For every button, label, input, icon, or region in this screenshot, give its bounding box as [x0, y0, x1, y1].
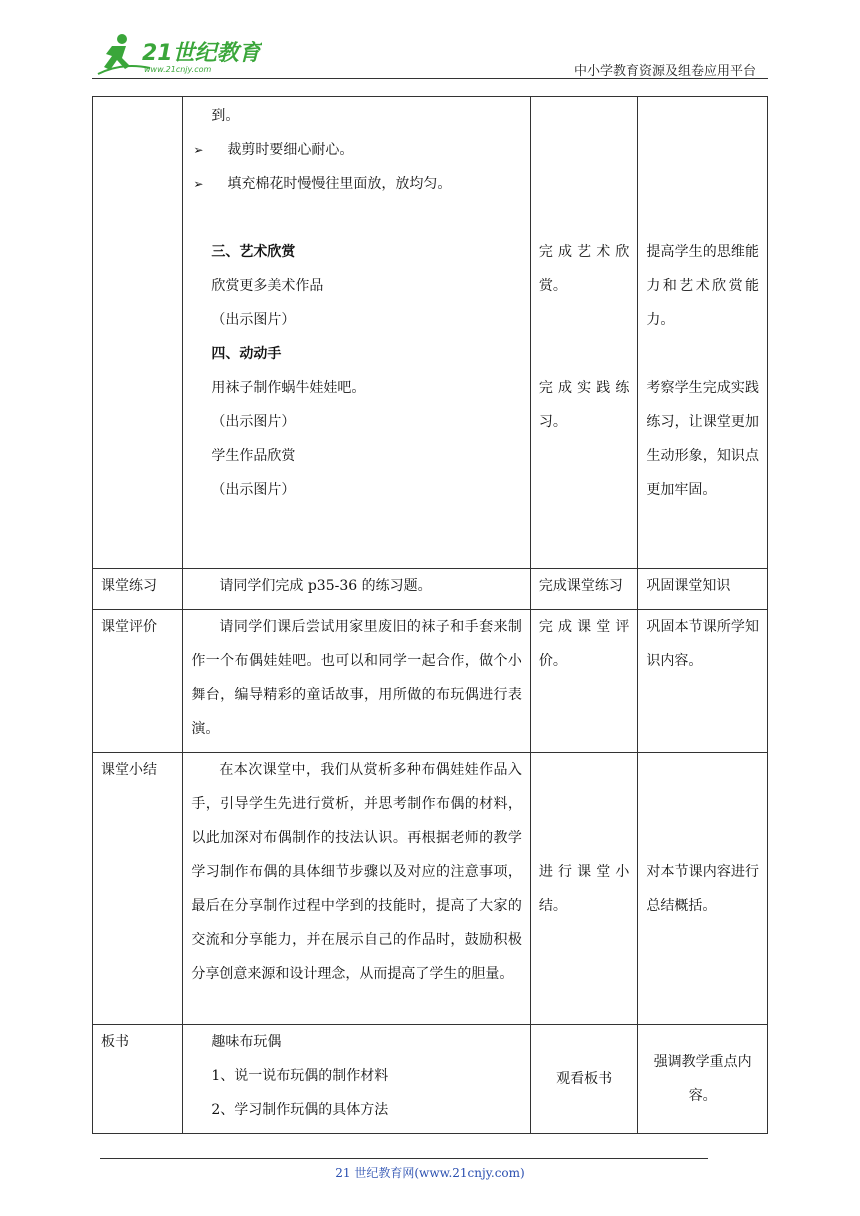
- design-intent-cell: [638, 97, 768, 569]
- content-line: 欣赏更多美术作品: [211, 278, 324, 294]
- content-line: 学生作品欣赏: [211, 448, 296, 464]
- table-row-continued: [93, 97, 768, 569]
- label-cell: [93, 753, 183, 1025]
- student-activity-cell: [530, 753, 637, 1025]
- student-activity-cell: [530, 97, 637, 569]
- table-row-board: [93, 1025, 768, 1134]
- section-title: 四、动动手: [211, 346, 282, 362]
- design-intent-text: 对本节课内容进行总结概括。: [646, 863, 759, 914]
- row-label: 课堂小结: [101, 762, 157, 778]
- bullet-text: 裁剪时要细心耐心。: [227, 142, 354, 158]
- content-line: 用袜子制作蜗牛娃娃吧。: [211, 380, 366, 396]
- table-row-practice: [93, 569, 768, 610]
- design-intent-cell: [638, 1025, 768, 1134]
- student-activity-text: 完成实践练习。: [538, 380, 630, 430]
- platform-name: 中小学教育资源及组卷应用平台: [573, 64, 756, 79]
- svg-text:www.21cnjy.com: www.21cnjy.com: [144, 65, 212, 74]
- label-cell: [93, 610, 183, 753]
- student-activity-cell: [530, 610, 637, 753]
- board-line: 1、说一说布玩偶的制作材料: [211, 1068, 389, 1084]
- content-line: （出示图片）: [211, 414, 296, 430]
- logo-graphic: [92, 32, 262, 76]
- student-activity-text: 观看板书: [556, 1071, 613, 1087]
- content-cell: [183, 569, 531, 610]
- design-intent-text: 强调教学重点内容。: [653, 1054, 752, 1104]
- content-text: 在本次课堂中，我们从赏析多种布偶娃娃作品入手，引导学生先进行赏析，并思考制作布偶的材料，以此加深对布偶制作的技法认识。再根据老师的教学学习制作布偶的具体细节步骤以及对应的注意事项，最后在分享制作过程中学到的技能时，提高了大家的交流和分享能力，并在展示自己的作品时，鼓励积极分享创意来源和设计理念，从而提高了学生的胆量。: [191, 762, 522, 982]
- student-activity-text: 完成课堂评价。: [538, 619, 630, 669]
- board-line: 2、学习制作玩偶的具体方法: [211, 1102, 389, 1118]
- table-row-evaluation: [93, 610, 768, 753]
- content-cell: [183, 1025, 531, 1134]
- svg-text:21世纪教育: 21世纪教育: [142, 41, 261, 66]
- lesson-table: [92, 96, 768, 1134]
- row-label: 课堂评价: [101, 619, 157, 635]
- bullet-text: 填充棉花时慢慢往里面放，放均匀。: [227, 176, 452, 192]
- section-title: 三、艺术欣赏: [211, 244, 296, 260]
- design-intent-text: 巩固课堂知识: [646, 578, 731, 594]
- content-cell: [183, 97, 531, 569]
- student-activity-cell: [530, 1025, 637, 1134]
- content-cell: [183, 610, 531, 753]
- design-intent-cell: [638, 753, 768, 1025]
- design-intent-cell: [638, 569, 768, 610]
- label-cell: [93, 1025, 183, 1134]
- arrow-bullet-icon: ➢: [193, 143, 204, 157]
- footer-divider: [100, 1158, 708, 1159]
- student-activity-text: 完成课堂练习: [538, 578, 623, 594]
- design-intent-cell: [638, 610, 768, 753]
- row-label: 板书: [101, 1034, 129, 1050]
- footer-text: 21 世纪教育网(www.21cnjy.com): [335, 1166, 525, 1180]
- content-line: 到。: [211, 108, 240, 124]
- bullet-item: [191, 167, 522, 201]
- board-line: 趣味布玩偶: [211, 1034, 282, 1050]
- design-intent-text: 巩固本节课所学知识内容。: [646, 619, 759, 669]
- row-label: 课堂练习: [101, 578, 157, 594]
- header-divider: [92, 78, 768, 79]
- content-line: （出示图片）: [211, 312, 296, 328]
- label-cell: [93, 97, 183, 569]
- student-activity-cell: [530, 569, 637, 610]
- logo: [92, 32, 262, 76]
- content-text: 请同学们完成 p35-36 的练习题。: [219, 578, 432, 594]
- content-cell: [183, 753, 531, 1025]
- student-activity-text: 进行课堂小结。: [538, 863, 630, 914]
- label-cell: [93, 569, 183, 610]
- page-header: [0, 0, 860, 80]
- arrow-bullet-icon: ➢: [193, 177, 204, 191]
- bullet-item: [191, 133, 522, 167]
- design-intent-text: 提高学生的思维能力和艺术欣赏能力。: [646, 244, 759, 328]
- table-row-summary: [93, 753, 768, 1025]
- content-text: 请同学们课后尝试用家里废旧的袜子和手套来制作一个布偶娃娃吧。也可以和同学一起合作，做个小舞台，编导精彩的童话故事，用所做的布玩偶进行表演。: [191, 619, 522, 737]
- content-line: （出示图片）: [211, 482, 296, 498]
- design-intent-text: 考察学生完成实践练习，让课堂更加生动形象，知识点更加牢固。: [646, 380, 759, 498]
- student-activity-text: 完成艺术欣赏。: [538, 244, 630, 294]
